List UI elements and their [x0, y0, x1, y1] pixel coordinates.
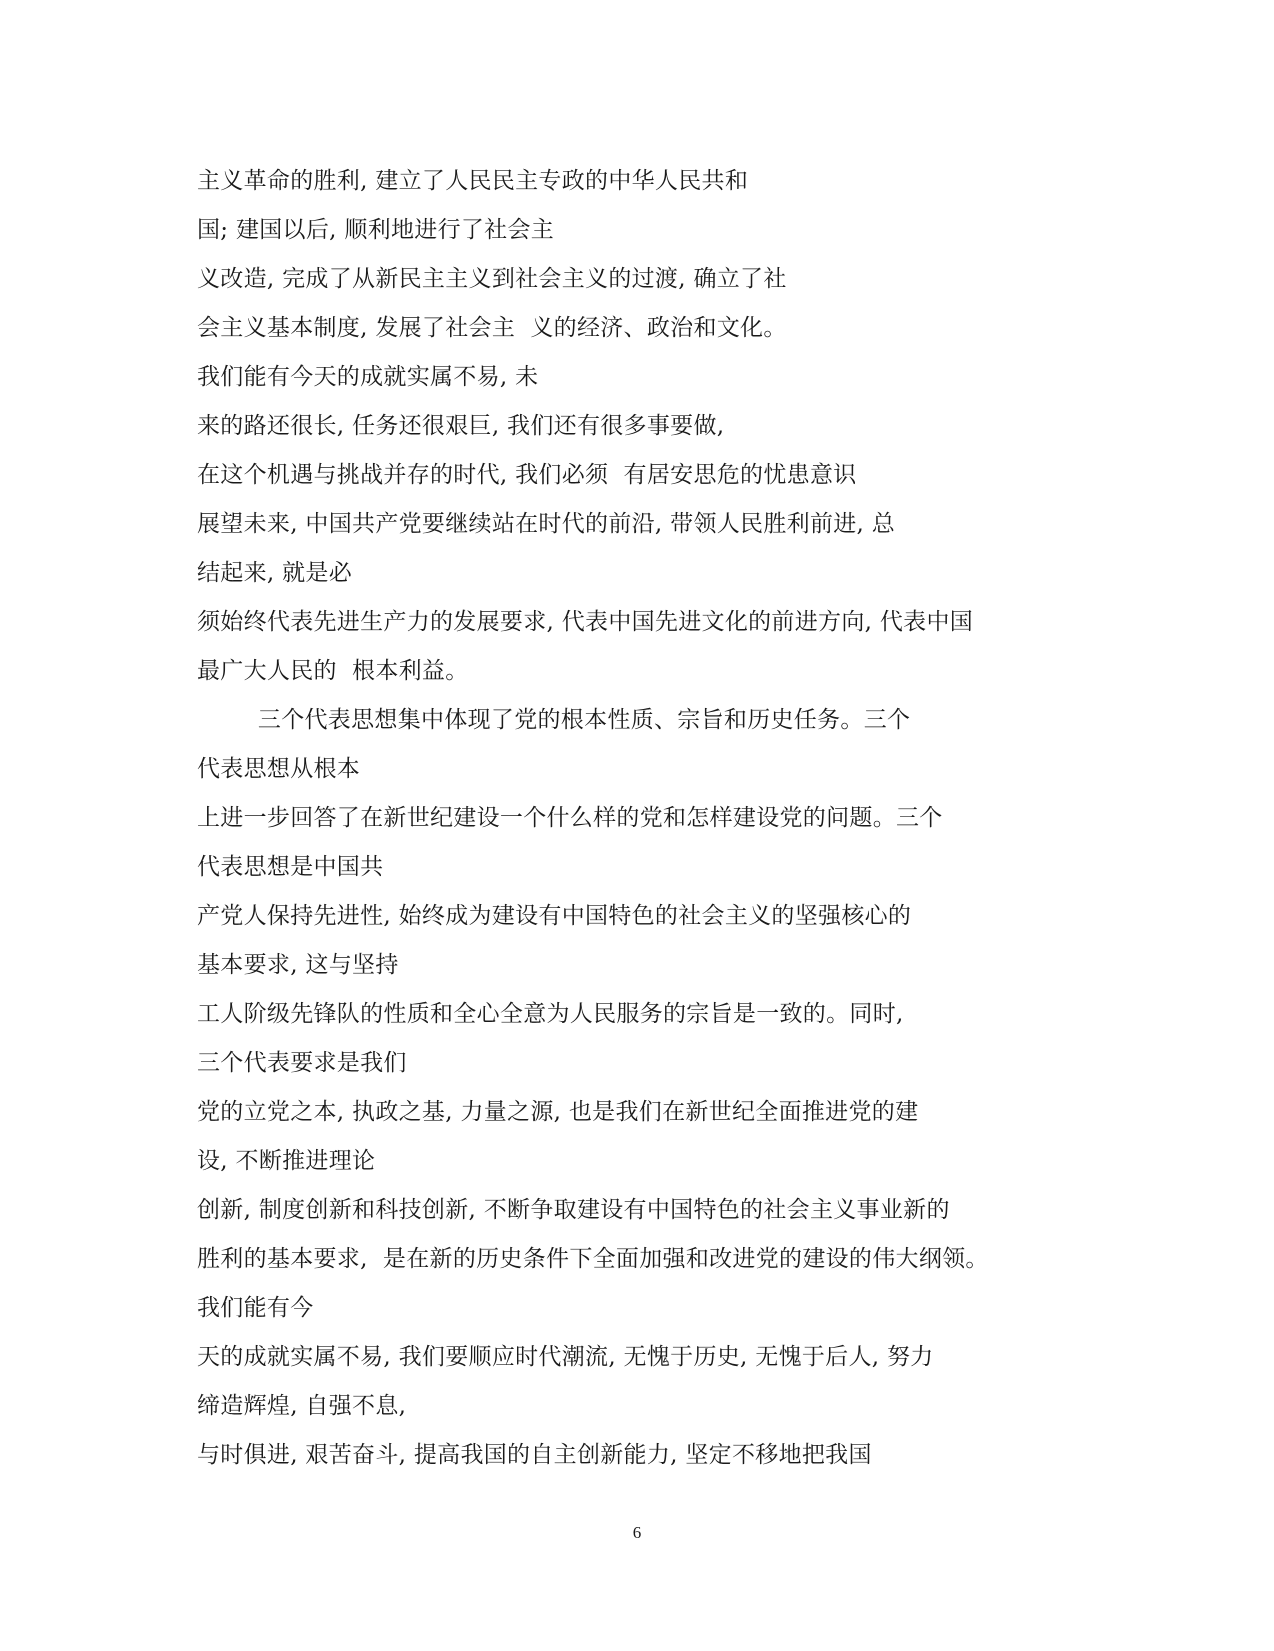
- text-line: 代表思想从根本: [197, 756, 361, 782]
- text-line: 胜利的基本要求, 是在新的历史条件下全面加强和改进党的建设的伟大纲领。: [197, 1246, 989, 1272]
- text-line: 创新, 制度创新和科技创新, 不断争取建设有中国特色的社会主义事业新的: [197, 1197, 950, 1223]
- text-line: 基本要求, 这与坚持: [197, 952, 399, 978]
- text-line: 三个代表要求是我们: [197, 1050, 407, 1076]
- text-line: 与时俱进, 艰苦奋斗, 提高我国的自主创新能力, 坚定不移地把我国: [197, 1442, 872, 1468]
- text-line: 我们能有今: [197, 1295, 314, 1321]
- body-text: [197, 157, 1077, 1480]
- text-line: 在这个机遇与挑战并存的时代, 我们必须 有居安思危的忧患意识: [197, 462, 857, 488]
- text-line: 义改造, 完成了从新民主主义到社会主义的过渡, 确立了社: [197, 266, 787, 292]
- text-line: 代表思想是中国共: [197, 854, 384, 880]
- page-number: 6: [632, 1523, 642, 1542]
- text-line: 主义革命的胜利, 建立了人民民主专政的中华人民共和: [197, 168, 749, 194]
- text-line: 缔造辉煌, 自强不息,: [197, 1393, 407, 1419]
- text-line: 最广大人民的 根本利益。: [197, 658, 469, 684]
- text-line: 工人阶级先锋队的性质和全心全意为人民服务的宗旨是一致的。同时,: [197, 1001, 904, 1027]
- text-line: 我们能有今天的成就实属不易, 未: [197, 364, 539, 390]
- text-line: 会主义基本制度, 发展了社会主 义的经济、政治和文化。: [197, 315, 787, 341]
- text-line: 国; 建国以后, 顺利地进行了社会主: [197, 217, 555, 243]
- text-line: 展望未来, 中国共产党要继续站在时代的前沿, 带领人民胜利前进, 总: [197, 511, 896, 537]
- text-line: 党的立党之本, 执政之基, 力量之源, 也是我们在新世纪全面推进党的建: [197, 1099, 919, 1125]
- text-line: 设, 不断推进理论: [197, 1148, 376, 1174]
- text-line: 产党人保持先进性, 始终成为建设有中国特色的社会主义的坚强核心的: [197, 903, 912, 929]
- text-line: 上进一步回答了在新世纪建设一个什么样的党和怎样建设党的问题。三个: [197, 805, 943, 831]
- text-line: 来的路还很长, 任务还很艰巨, 我们还有很多事要做,: [197, 413, 725, 439]
- text-line: 须始终代表先进生产力的发展要求, 代表中国先进文化的前进方向, 代表中国: [197, 609, 974, 635]
- text-line: 结起来, 就是必: [197, 560, 353, 586]
- text-line: 天的成就实属不易, 我们要顺应时代潮流, 无愧于历史, 无愧于后人, 努力: [197, 1344, 934, 1370]
- paragraph-start-line: 三个代表思想集中体现了党的根本性质、宗旨和历史任务。三个: [197, 707, 911, 733]
